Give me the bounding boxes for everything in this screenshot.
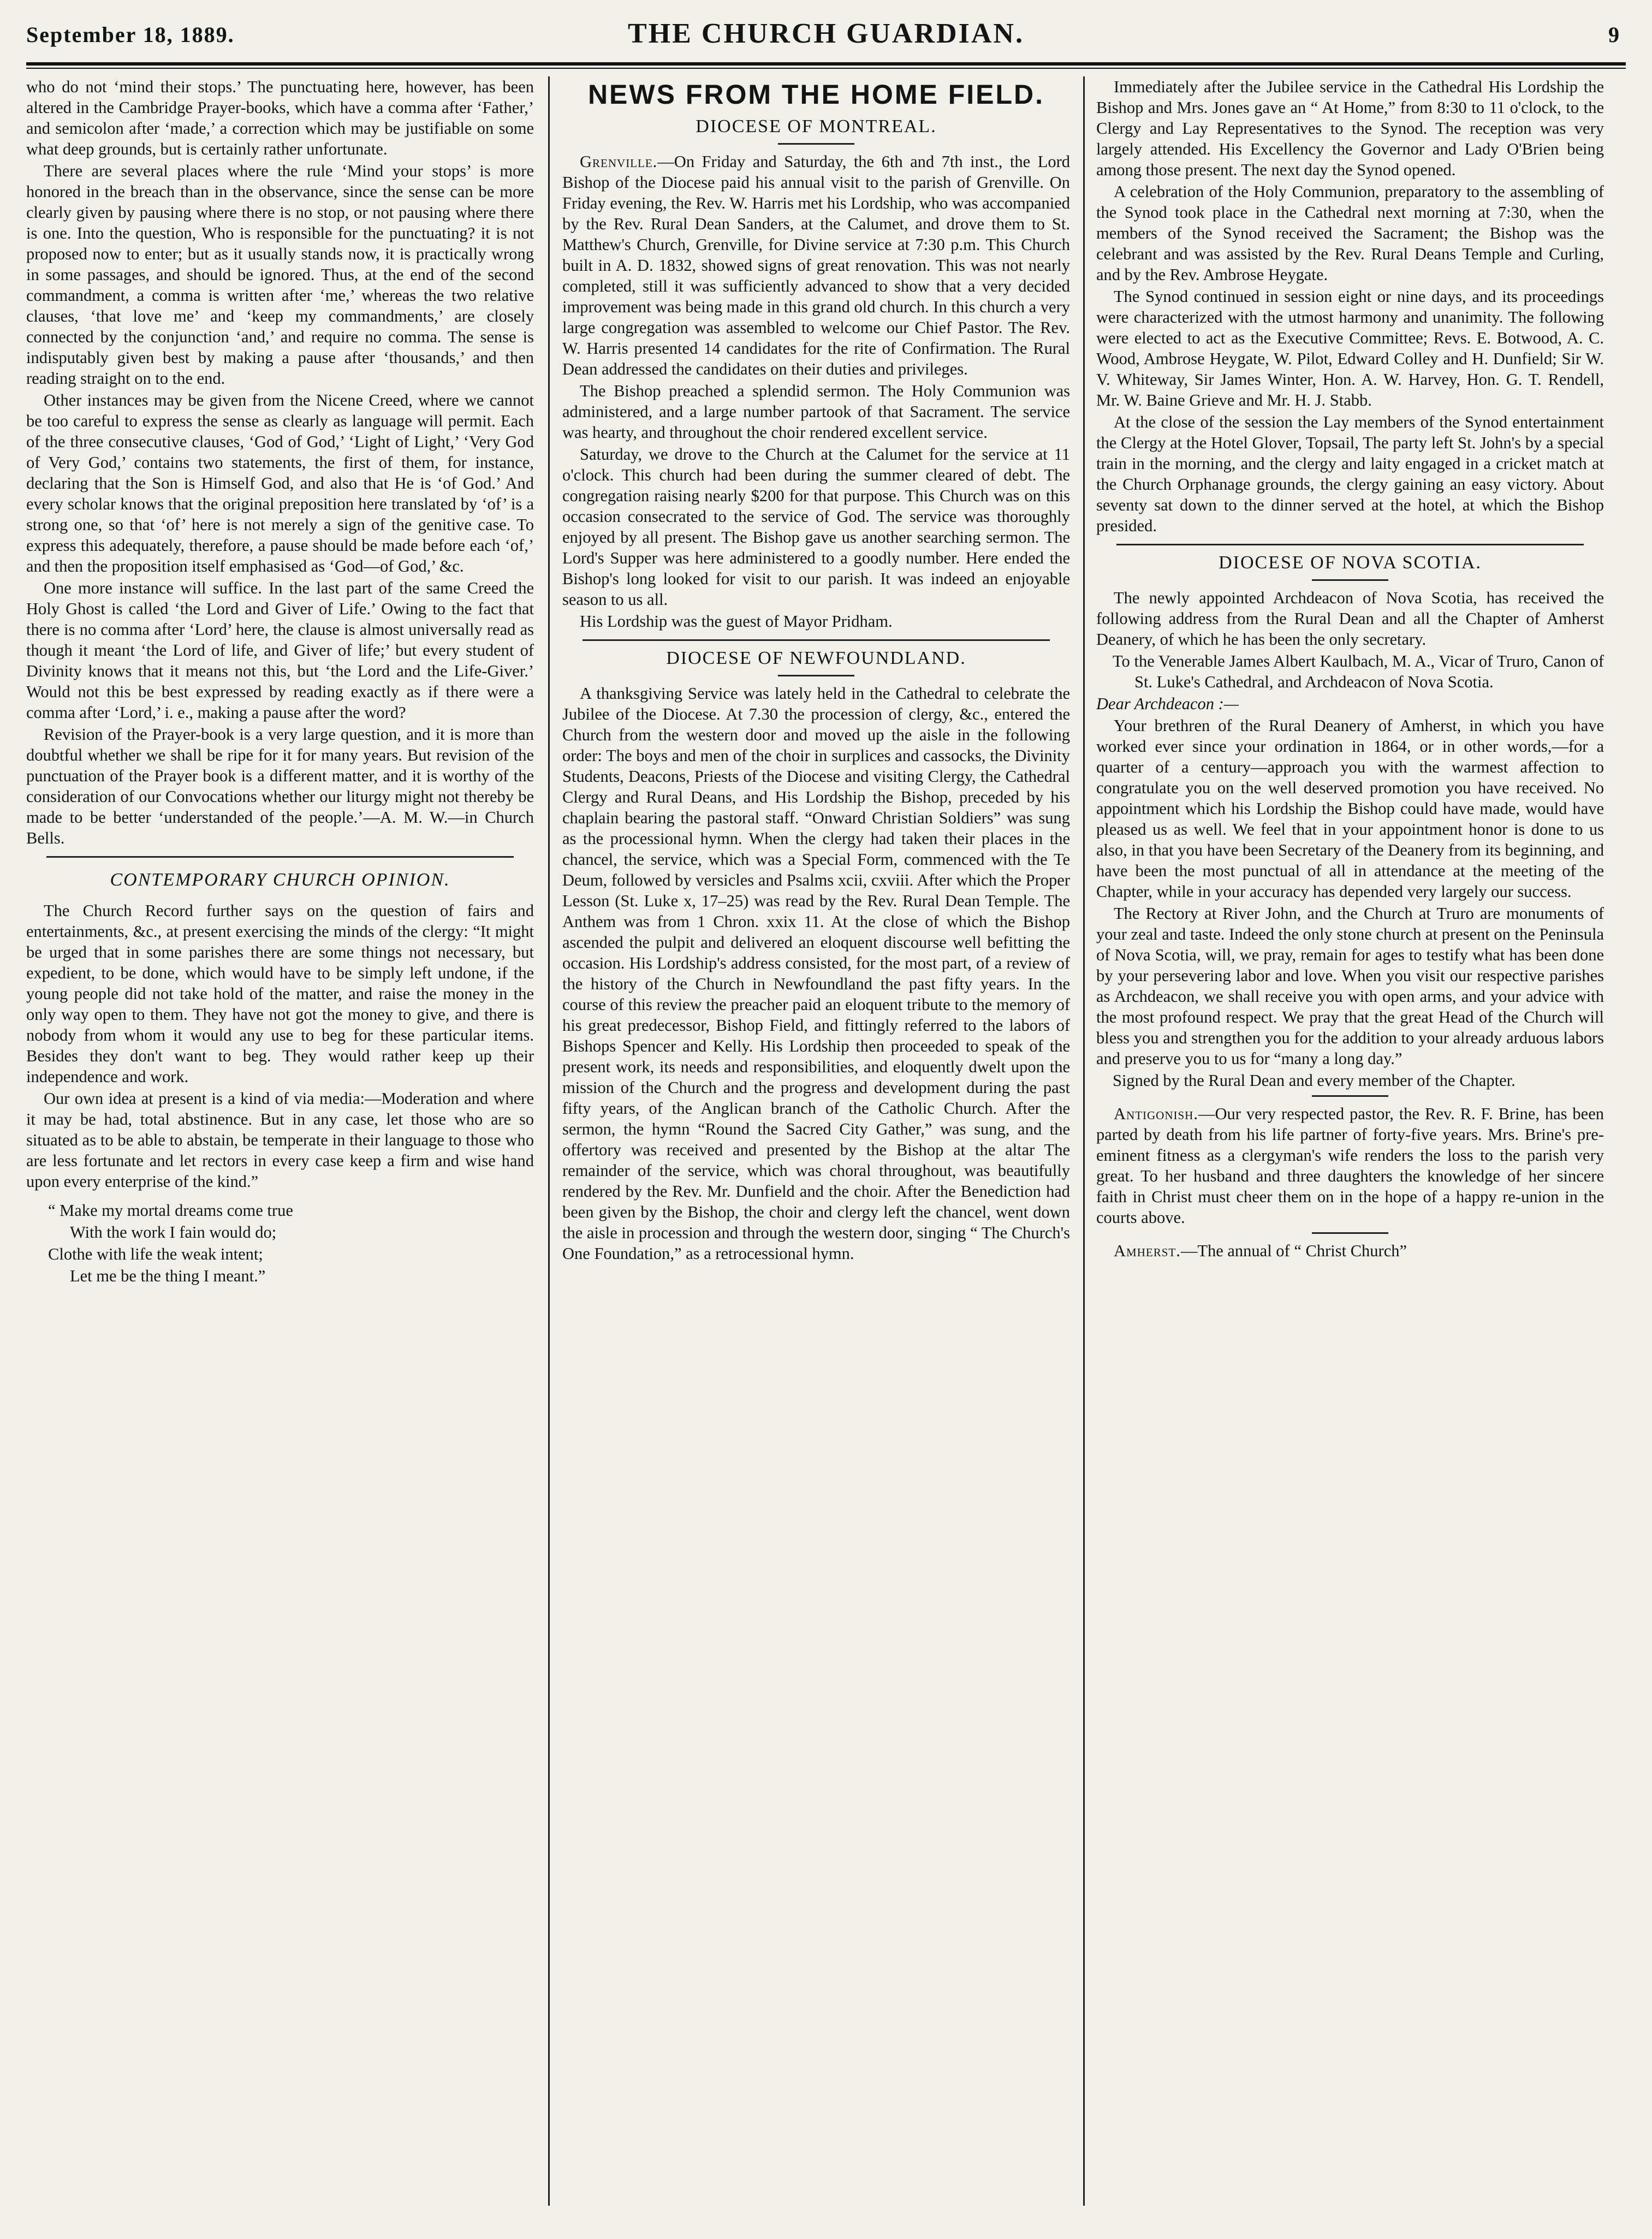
article-paragraph: A celebration of the Holy Communion, preparatory to the assembling of the Synod took place in the Cathedral next morning at 7:30, when the members of the Synod received the Sacrament; the Bishop was the celebrant and was assisted by the Rev. Rural Deans Temple and Curling, and by the Rev. Ambrose Heygate. [1096,182,1604,284]
diocese-heading-montreal: DIOCESE OF MONTREAL. [696,116,937,136]
article-paragraph: Other instances may be given from the Nicene Creed, where we cannot be too careful to express the sense as clearly as language will permit. Each of the three consecutive clauses, ‘God of God,’ ‘Light of Light,’ ‘Very God of Very God,’ contains two statements, the first of them, for instance, declaring that the Son is Himself God, and also that He is ‘of God.’ And every scholar knows that the original preposition here translated by ‘of’ is a strong one, so that ‘of’ here is not merely a sign of the genitive case. To express this adequately, therefore, a pause should be made before each ‘of,’ and then the proposition itself emphasised as ‘God—of God,’ &c. [26,391,534,575]
article-paragraph: His Lordship was the guest of Mayor Pridham. [580,612,893,631]
article-paragraph [562,151,1070,379]
short-rule [778,675,854,676]
poem-line: Clothe with life the weak intent; [48,1245,263,1263]
article-paragraph: The Bishop preached a splendid sermon. The Holy Communion was administered, and a large number partook of that Sacrament. The service was hearty, and throughout the choir rendered excellent service. [562,382,1070,442]
article-paragraph [1096,1240,1604,1261]
page-number: 9 [1608,22,1619,47]
article-paragraph: Our own idea at present is a kind of via media:—Moderation and where it may be had, total abstinence. But in any case, let those who are so situated as to be able to abstain, be temperate in their language to those who are less fortunate and let rectors in every case keep a firm and wise hand upon every enterprise of the kind.” [26,1089,534,1191]
article-paragraph: Immediately after the Jubilee service in the Cathedral His Lordship the Bishop and Mrs. Jones gave an “ At Home,” from 8:30 to 11 o'clock, to the Clergy and Lay Representatives to the Synod. The reception was very largely attended. His Excellency the Governor and Lady O'Brien being among those present. The next day the Synod opened. [1096,78,1604,179]
section-rule [46,856,514,858]
poem-line: With the work I fain would do; [70,1223,277,1242]
column-2 [562,76,1070,2222]
section-rule [583,639,1050,641]
article-paragraph: Saturday, we drove to the Church at the Calumet for the service at 11 o'clock. This church had been during the summer cleared of debt. The congregation raising nearly $200 for that purpose. This Church was on this occasion consecrated to the service of God. The service was thoroughly enjoyed by all present. The Bishop gave us another searching sermon. The Lord's Supper was here administered to a goodly number. Here ended the Bishop's long looked for visit to our parish. It was indeed an enjoyable season to us all. [562,445,1070,609]
article-paragraph [1096,1103,1604,1228]
short-rule [1312,579,1388,581]
column-3 [1096,76,1604,2222]
masthead-rule [26,62,1626,66]
article-paragraph: The Synod continued in session eight or nine days, and its proceedings were characterized with the utmost harmony and unanimity. The following were elected to act as the Executive Committee; Revs. E. Botwood, A. C. Wood, Ambrose Heygate, W. Pilot, Edward Colley and H. Dunfield; Sir W. V. Whiteway, Sir James Winter, Hon. A. W. Harvey, Hon. G. T. Rendell, Mr. W. Baine Grieve and Mr. H. J. Stabb. [1096,287,1604,409]
article-paragraph: The newly appointed Archdeacon of Nova Scotia, has received the following address from the Rural Dean and all the Chapter of Amherst Deanery, of which he has been the only secretary. [1096,589,1604,649]
article-paragraph: There are several places where the rule ‘Mind your stops’ is more honored in the breach than in the observance, since the sense can be more clearly given by pausing where there is no stop, or not pausing where there is one. Into the question, Who is responsible for the punctuating? it is not proposed now to enter; but as it usually stands now, it is practically wrong in some passages, and should be ignored. Thus, at the end of the second commandment, a comma is written after ‘me,’ whereas the two relative clauses, ‘that love me’ and ‘keep my commandments,’ are closely connected by the conjunction ‘and,’ and require no comma. The sense is indisputably given best by making a pause after ‘thousands,’ and then reading straight on to the end. [26,162,534,388]
short-rule [778,143,854,145]
section-heading-opinion: CONTEMPORARY CHURCH OPINION. [110,870,450,890]
address-line: To the Venerable James Albert Kaulbach, M. A., Vicar of Truro, Canon of St. Luke's Cathedral, and Archdeacon of Nova Scotia. [1113,652,1604,691]
newspaper-title: THE CHURCH GUARDIAN. [628,18,1024,49]
masthead [26,10,1626,70]
diocese-heading-newfoundland: DIOCESE OF NEWFOUNDLAND. [666,648,966,668]
poem-line: Let me be the thing I meant.” [70,1267,266,1285]
article-paragraph: Revision of the Prayer-book is a very large question, and it is more than doubtful whether we shall be ripe for it for many years. But revision of the punctuation of the Prayer book is a different matter, and it is worthy of the consideration of our Convocations whether our liturgy might not thereby be made to be better ‘understanded of the people.’—A. M. W.—in Church Bells. [26,725,534,847]
column-divider [1083,76,1085,2206]
issue-date: September 18, 1889. [26,22,235,47]
article-paragraph: At the close of the session the Lay members of the Synod entertainment the Clergy at the Hotel Glover, Topsail, The party left St. John's by a special train in the morning, and the clergy and laity engaged in a cricket match at the Church Orphanage grounds, the clergy gaining an easy victory. About seventy sat down to the dinner served at the hotel, at which the Bishop presided. [1096,413,1604,535]
poem-line: “ Make my mortal dreams come true [48,1201,293,1220]
article-paragraph: Your brethren of the Rural Deanery of Amherst, in which you have worked ever since your ordination in 1864, or in other words,—for a quarter of a century—approach you with the warmest affection to congratulate you on the well deserved promotion you have received. No appointment which his Lordship the Bishop could have made, would have pleased us as well. We feel that in your appointment honor is done to us also, in that you have been Secretary of the Deanery from its beginning, and have been the most punctual of all in attendance at the meeting of the Chapter, while in your accuracy has depended very largely our success. [1096,716,1604,901]
article-paragraph: A thanksgiving Service was lately held in the Cathedral to celebrate the Jubilee of the Diocese. At 7.30 the procession of clergy, &c., entered the Church from the western door and moved up the aisle in the following order: The boys and men of the choir in surplices and cassocks, the Divinity Students, Deacons, Priests of the Diocese and visiting Clergy, the Cathedral Clergy and Rural Deans, and His Lordship the Bishop, preceded by his chaplain bearing the pastoral staff. “Onward Christian Soldiers” was sung as the processional hymn. When the clergy had taken their places in the chancel, the service, which was a Special Form, commenced with the Te Deum, followed by versicles and Psalms xcii, cxviii. After which the Proper Lesson (St. Luke x, 17–25) was read by the Rev. Rural Dean Temple. The Anthem was from 1 Chron. xxix 11. At the close of which the Bishop ascended the pulpit and delivered an eloquent discourse well befitting the occasion. His Lordship's address consisted, for the most part, of a review of the history of the Church in Newfoundland the past fifty years. In the course of this review the preacher paid an eloquent tribute to the memory of his great predecessor, Bishop Field, and fittingly referred to the labors of Bishops Spencer and Kelly. His Lordship then proceeded to speak of the present work, its needs and responsibilities, and eloquently dwelt upon the mission of the Church and the progress and development during the past fifty years, of the Anglican branch of the Catholic Church. After the sermon, the hymn “Round the Sacred City Gather,” was sung, and the offertory was received and presented by the Bishop at the altar The remainder of the service, which was choral throughout, was beautifully rendered by the Rev. Mr. Dunfield and the choir. After the Benediction had been given by the Bishop, the choir and clergy left the chancel, went down the aisle in procession and through the western door, singing “ The Church's One Foundation,” as a retrocessional hymn. [562,684,1070,1263]
dateline: Antigonish. [1114,1104,1198,1123]
dateline: Grenville. [580,152,658,171]
masthead-rule-thin [26,68,1626,69]
article-text: —Our very respected pastor, the Rev. R. F. Brine, has been parted by death from his life partner of forty-five years. Mrs. Brine's pre-eminent fitness as a clergyman's wife renders the loss to the parish very great. To her husband and three daughters the knowledge of her sincere faith in Christ must cheer them on in the hope of a happy re-union in the courts above. [1096,1104,1604,1227]
article-paragraph: The Church Record further says on the question of fairs and entertainments, &c., at present exercising the minds of the clergy: “It might be urged that in some parishes there are some things not necessary, but expedient, to be done, which would have to be simply left undone, if the young people did not take hold of the matter, and raise the money in the only way open to them. They have not got the money to give, and there is nobody from whom it would any use to beg for these particular items. Besides they don't want to beg. They would rather keep up their independence and work. [26,901,534,1086]
short-rule [1312,1095,1388,1097]
short-rule [1312,1232,1388,1234]
article-text: —On Friday and Saturday, the 6th and 7th inst., the Lord Bishop of the Diocese paid his annual visit to the parish of Grenville. On Friday evening, the Rev. W. Harris met his Lordship, who was accompanied by the Rev. Rural Dean Sanders, at the Calumet, and drove them to St. Matthew's Church, Grenville, for Divine service at 7:30 p.m. This Church built in A. D. 1832, showed signs of great renovation. This was not nearly completed, still it was sufficiently advanced to show that a very decided improvement was being made in this grand old church. In this church a very large congregation was assembled to welcome our Chief Pastor. The Rev. W. Harris presented 14 candidates for the rite of Confirmation. The Rural Dean addressed the candidates on their duties and privileges. [562,152,1070,378]
salutation: Dear Archdeacon :— [1096,694,1239,713]
dateline: Amherst. [1114,1242,1181,1260]
section-heading-home-field: NEWS FROM THE HOME FIELD. [587,79,1045,110]
article-paragraph: One more instance will suffice. In the last part of the same Creed the Holy Ghost is called ‘the Lord and Giver of Life.’ Owing to the fact that there is no comma after ‘Lord’ here, the clause is almost universally read as though it meant ‘the Lord of life, and Giver of life;’ but every student of Divinity knows that it means not this, but ‘the Lord and the Life-Giver.’ Would not this be best expressed by reading exactly as if there were a comma after ‘Lord,’ i. e., making a pause after the word? [26,579,534,722]
article-text: —The annual of “ Christ Church” [1180,1242,1407,1260]
column-1 [26,76,534,2222]
diocese-heading-nova-scotia: DIOCESE OF NOVA SCOTIA. [1219,553,1482,573]
poem [48,1199,534,1287]
signature-line: Signed by the Rural Dean and every member of the Chapter. [1113,1071,1516,1090]
article-paragraph: The Rectory at River John, and the Church at Truro are monuments of your zeal and taste. Indeed the only stone church at present on the Peninsula of Nova Scotia, will, we pray, remain for ages to testify what has been done by your persevering labor and love. When you visit our respective parishes as Archdeacon, we shall receive you with open arms, and your advice with the most profound respect. We pray that the great Head of the Church will bless you and strengthen you for the addition to your already arduous labors and preserve you to us for “many a long day.” [1096,904,1604,1068]
article-paragraph: who do not ‘mind their stops.’ The punctuating here, however, has been altered in the Cambridge Prayer-books, which have a comma after ‘Father,’ and semicolon after ‘made,’ a correction which may be justifiable on some what deep grounds, but is certainly rather unfortunate. [26,78,534,158]
section-rule [1116,544,1584,545]
column-divider [548,76,550,2206]
